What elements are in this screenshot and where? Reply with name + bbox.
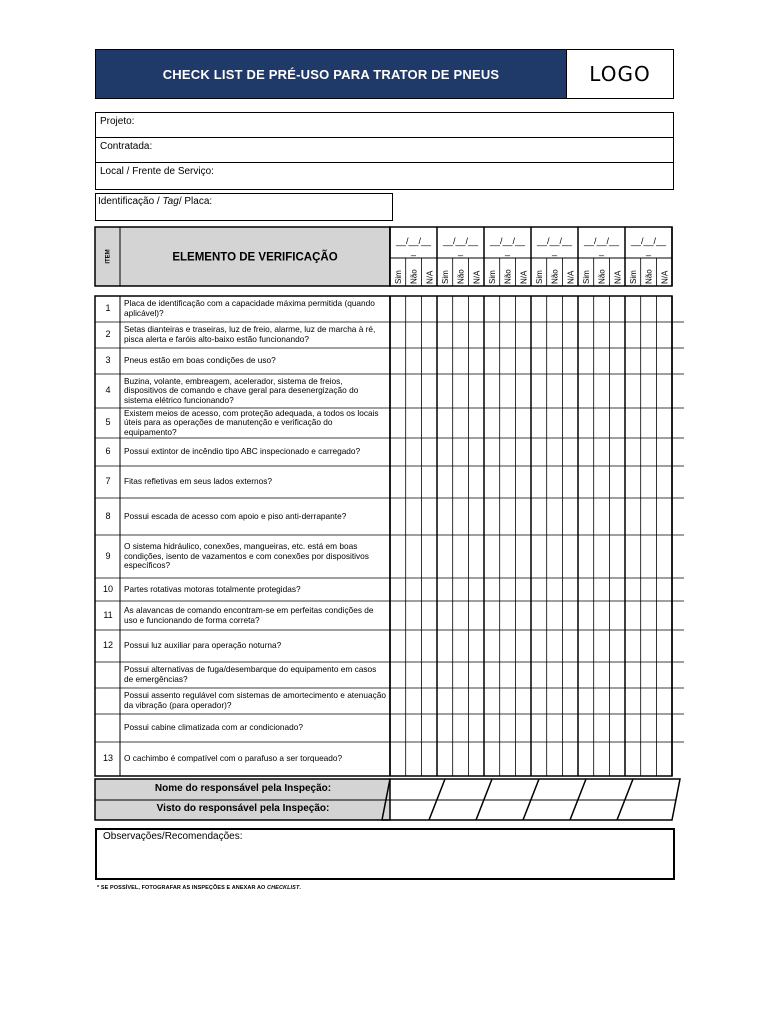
- item-number: 11: [103, 609, 113, 620]
- item-description: Existem meios de acesso, com proteção adequada, a todos os locais úteis para as operações de manutenção e verificação do equipamento?: [124, 407, 379, 437]
- sub-header-sim: Sim: [628, 270, 638, 284]
- nome-responsavel-label: Nome do responsável pela Inspeção:: [154, 783, 332, 794]
- item-description: Possui cabine climatizada com ar condicionado?: [124, 722, 303, 733]
- date-placeholder: __/__/__: [489, 236, 526, 246]
- date-placeholder: __/__/__: [442, 236, 479, 246]
- sub-header-sim: Sim: [534, 270, 544, 284]
- sub-header-não: Não: [644, 269, 654, 284]
- sub-header-não: Não: [597, 269, 607, 284]
- item-description: Buzina, volante, embreagem, acelerador, sistema de freios, dispositivos de comando e chave geral para desenergização do sistema elétrico funcionando?: [124, 375, 359, 405]
- sub-header-sim: Sim: [440, 270, 450, 284]
- item-description: Possui extintor de incêndio tipo ABC inspecionado e carregado?: [124, 446, 361, 457]
- date-placeholder-tail: _: [598, 246, 605, 256]
- item-description: Partes rotativas motoras totalmente protegidas?: [124, 583, 301, 594]
- date-placeholder-tail: _: [551, 246, 558, 256]
- item-description: O cachimbo é compatível com o parafuso a ser torqueado?: [124, 753, 343, 764]
- identificacao-label-prefix: Identificação /: [98, 196, 163, 207]
- item-description: Setas dianteiras e traseiras, luz de freio, alarme, luz de marcha à ré, pisca alerta e faróis alto-baixo estão funcionando?: [124, 324, 376, 344]
- item-number: 9: [105, 550, 111, 561]
- sub-header-não: Não: [503, 269, 513, 284]
- item-number: 6: [105, 446, 111, 456]
- sub-header-não: Não: [550, 269, 560, 284]
- sub-header-na: N/A: [613, 270, 623, 284]
- date-placeholder: __/__/__: [536, 236, 573, 246]
- item-number: 8: [105, 510, 111, 521]
- item-number: 13: [102, 753, 113, 763]
- visto-responsavel-label: Visto do responsável pela Inspeção:: [156, 803, 330, 814]
- sub-header-sim: Sim: [393, 270, 403, 284]
- sub-header-na: N/A: [472, 270, 482, 284]
- item-description: Possui assento regulável com sistemas de amortecimento e atenuação da vibração (para operador)?: [124, 690, 386, 710]
- item-header: ITEM: [105, 249, 112, 264]
- footnote-prefix: * SE POSSÍVEL, FOTOGRAFAR AS INSPEÇÕES E ANEXAR AO: [97, 885, 268, 891]
- document-title: CHECK LIST DE PRÉ-USO PARA TRATOR DE PNEUS: [96, 50, 566, 98]
- item-description: As alavancas de comando encontram-se em perfeitas condições de uso e funcionando de forma correta?: [124, 604, 374, 625]
- sub-header-na: N/A: [519, 270, 529, 284]
- element-header: ELEMENTO DE VERIFICAÇÃO: [172, 251, 338, 264]
- footnote: [97, 885, 301, 891]
- local-label: Local / Frente de Serviço:: [100, 166, 214, 177]
- item-number: 1: [105, 303, 111, 313]
- date-placeholder: __/__/__: [583, 236, 620, 246]
- item-description: Pneus estão em boas condições de uso?: [124, 355, 276, 366]
- footnote-italic: CHECKLIST: [267, 885, 300, 891]
- contratada-label: Contratada:: [100, 141, 153, 152]
- date-placeholder: __/__/__: [630, 236, 667, 246]
- sub-header-sim: Sim: [581, 270, 591, 284]
- item-number: 10: [102, 583, 113, 594]
- sub-header-não: Não: [409, 269, 419, 284]
- item-number: 7: [105, 476, 111, 486]
- item-description: Possui alternativas de fuga/desembarque do equipamento em casos de emergências?: [124, 664, 377, 684]
- date-placeholder: __/__/__: [395, 236, 432, 246]
- item-number: 2: [105, 329, 111, 339]
- identificacao-label-suffix: / Placa:: [178, 196, 213, 207]
- projeto-label: Projeto:: [100, 116, 135, 127]
- footnote-suffix: .: [299, 885, 302, 891]
- observacoes-label: Observações/Recomendações:: [103, 831, 243, 842]
- date-placeholder-tail: _: [410, 246, 417, 256]
- sub-header-sim: Sim: [487, 270, 497, 284]
- item-description: Fitas refletivas em seus lados externos?: [124, 476, 273, 487]
- item-description: Possui luz auxiliar para operação noturna?: [124, 640, 282, 651]
- item-description: O sistema hidráulico, conexões, mangueiras, etc. está em boas condições, isento de vazamentos e com conexões por dispositivos específicos?: [124, 541, 369, 571]
- sub-header-na: N/A: [660, 270, 670, 284]
- item-number: 3: [105, 355, 111, 365]
- item-number: 4: [105, 385, 111, 395]
- sub-header-na: N/A: [425, 270, 435, 284]
- observacoes-field[interactable]: [95, 828, 675, 880]
- date-placeholder-tail: _: [645, 246, 652, 256]
- date-placeholder-tail: _: [457, 246, 464, 256]
- item-number: 12: [102, 640, 113, 650]
- identificacao-label-tag: Tag: [162, 196, 179, 207]
- item-description: Possui escada de acesso com apoio e piso anti-derrapante?: [124, 510, 347, 521]
- item-description: Placa de identificação com a capacidade máxima permitida (quando aplicável)?: [124, 298, 375, 318]
- logo-text: LOGO: [589, 62, 651, 86]
- sub-header-não: Não: [456, 269, 466, 284]
- item-number: 5: [105, 417, 111, 427]
- sub-header-na: N/A: [566, 270, 576, 284]
- date-placeholder-tail: _: [504, 246, 511, 256]
